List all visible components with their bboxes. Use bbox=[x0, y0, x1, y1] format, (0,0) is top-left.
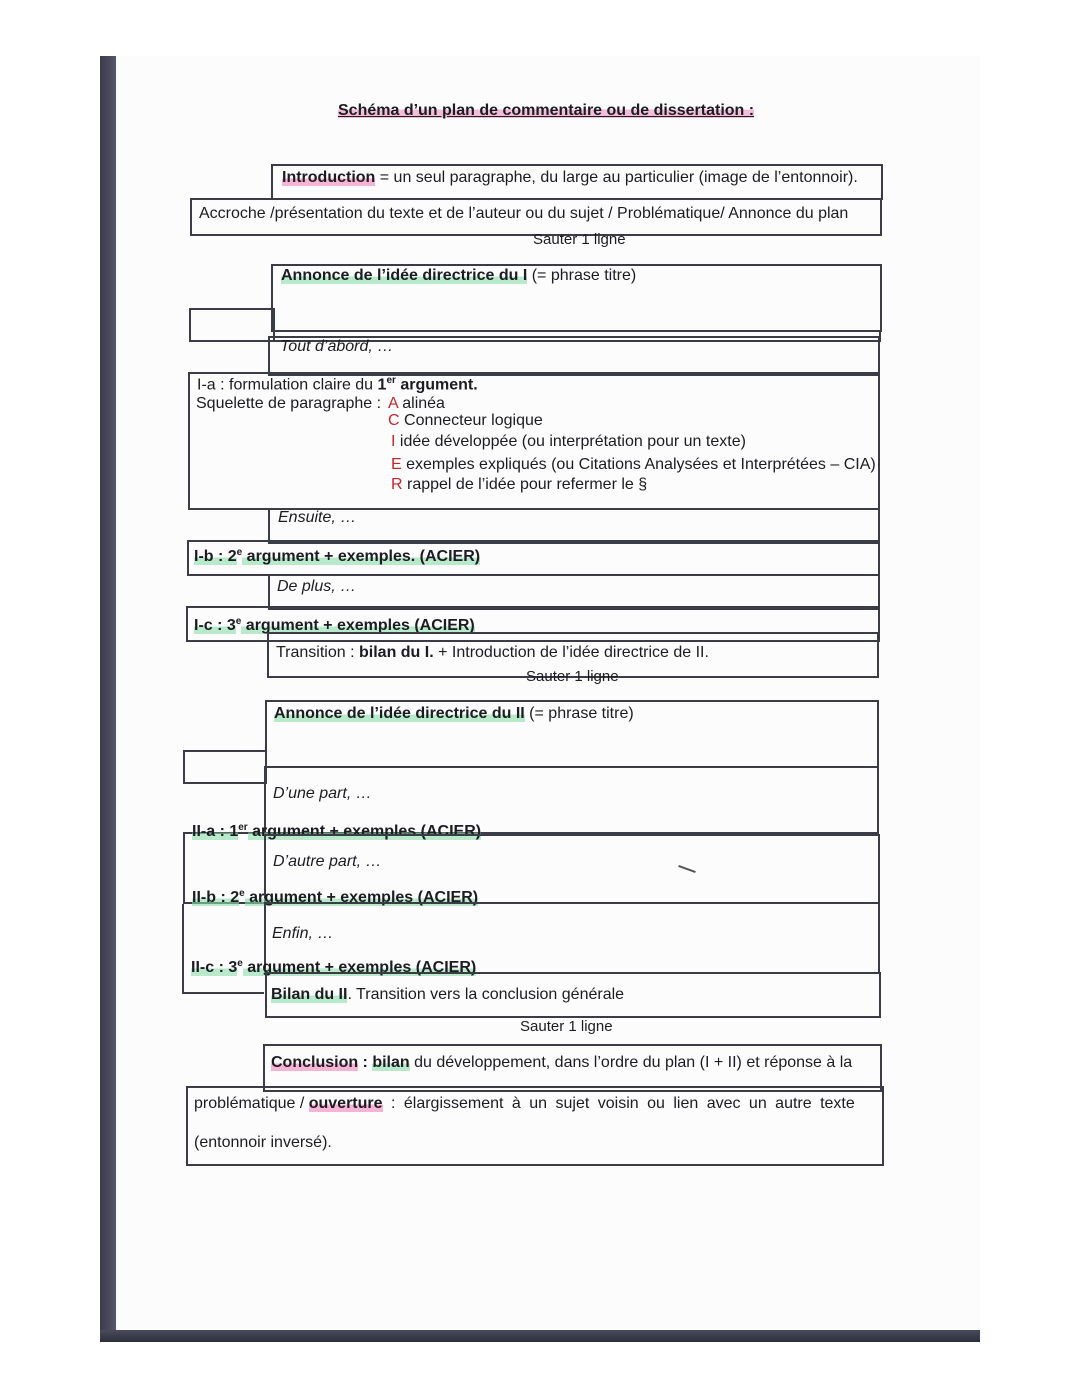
skip-line-1: Sauter 1 ligne bbox=[533, 231, 626, 248]
part1-b-label: I-b : 2 bbox=[194, 548, 237, 566]
acier-row-i bbox=[391, 432, 746, 452]
conclusion-ouverture: ouverture bbox=[308, 1095, 383, 1112]
part2-a-rest: argument + exemples (ACIER) bbox=[247, 823, 482, 841]
conclusion-sep: : bbox=[358, 1054, 373, 1071]
part1-a-prefix: I-a : formulation claire du bbox=[197, 376, 378, 394]
part1-a-num: 1 bbox=[377, 376, 387, 394]
part1-a-bold: argument. bbox=[395, 376, 478, 394]
part1-heading-rest: (= phrase titre) bbox=[527, 267, 637, 284]
conclusion-line-2 bbox=[194, 1094, 855, 1114]
part2-b-sup: e bbox=[239, 888, 245, 899]
skip-line-3: Sauter 1 ligne bbox=[520, 1018, 613, 1035]
bilan2-line bbox=[271, 985, 624, 1005]
intro-desc: = un seul paragraphe, du large au particulier (image de l’entonnoir). bbox=[375, 169, 858, 186]
part2-side-box bbox=[183, 750, 267, 784]
part1-connector-c: De plus, … bbox=[277, 578, 357, 595]
page-title-text: Schéma d’un plan de commentaire ou de dissertation : bbox=[338, 102, 755, 119]
part2-c-rest: argument + exemples (ACIER) bbox=[242, 959, 477, 977]
intro-line-1 bbox=[282, 168, 858, 188]
transition-line bbox=[276, 643, 709, 663]
intro-line-2: Accroche /présentation du texte et de l’auteur ou du sujet / Problématique/ Annonce du plan bbox=[199, 205, 849, 222]
transition-rest: + Introduction de l’idée directrice de II. bbox=[433, 644, 709, 661]
part2-connector-c: Enfin, … bbox=[272, 925, 334, 942]
part2-heading bbox=[274, 704, 634, 724]
part2-connector-b: D’autre part, … bbox=[273, 853, 382, 870]
conclusion-line-1 bbox=[271, 1053, 852, 1073]
conclusion-line-3: (entonnoir inversé). bbox=[194, 1134, 332, 1151]
acier-text-i: idée développée (ou interprétation pour un texte) bbox=[395, 433, 746, 450]
page-edge-bottom bbox=[100, 1330, 980, 1342]
part1-b-rest: argument + exemples. (ACIER) bbox=[242, 548, 481, 566]
transition-bold: bilan du I. bbox=[359, 644, 434, 661]
acier-row-e bbox=[391, 455, 876, 475]
part2-b-rest: argument + exemples (ACIER) bbox=[244, 889, 479, 907]
part1-c-rest: argument + exemples (ACIER) bbox=[241, 617, 475, 635]
part2-a-label: II-a : 1 bbox=[192, 823, 239, 841]
acier-letter-i: I bbox=[391, 433, 396, 450]
acier-text-e: exemples expliqués (ou Citations Analysées et Interprétées – CIA) bbox=[401, 456, 876, 473]
acier-letter-e: E bbox=[391, 456, 402, 473]
acier-text-r: rappel de l’idée pour refermer le § bbox=[402, 476, 648, 493]
part1-b-sup: e bbox=[236, 547, 243, 558]
part2-c-side bbox=[182, 904, 264, 994]
acier-letter-r: R bbox=[391, 476, 403, 493]
part2-connector-a: D’une part, … bbox=[273, 785, 372, 802]
conclusion-line2-a: problématique / bbox=[194, 1095, 309, 1112]
bilan2-bold: Bilan du II bbox=[271, 986, 348, 1003]
part2-a-sup: er bbox=[238, 822, 248, 833]
conclusion-rest1: du développement, dans l’ordre du plan (I + II) et réponse à la bbox=[409, 1054, 853, 1071]
conclusion-line2-b: : élargissement à un sujet voisin ou lien avec un autre texte bbox=[382, 1095, 855, 1112]
part1-b-line bbox=[194, 543, 480, 567]
part2-c-label: II-c : 3 bbox=[191, 959, 238, 977]
acier-letter-a: A bbox=[388, 395, 398, 412]
page-edge-left bbox=[100, 56, 116, 1338]
bilan2-rest: . Transition vers la conclusion générale bbox=[347, 986, 625, 1003]
part1-c-sup: e bbox=[235, 616, 242, 627]
page-title bbox=[338, 101, 754, 121]
part1-heading bbox=[281, 266, 636, 286]
conclusion-bilan: bilan bbox=[372, 1054, 410, 1071]
acier-letter-c: C bbox=[388, 412, 400, 429]
part1-connector-a: Tout d’abord, … bbox=[280, 338, 394, 355]
acier-row-c bbox=[388, 411, 543, 431]
transition-label: Transition : bbox=[276, 644, 359, 661]
part2-heading-bold: Annonce de l’idée directrice du II bbox=[274, 705, 525, 722]
acier-text-a: alinéa bbox=[397, 395, 445, 412]
part1-c-connector-box bbox=[268, 574, 880, 610]
acier-row-r bbox=[391, 475, 647, 495]
part1-a-line bbox=[197, 371, 478, 395]
skeleton-label: Squelette de paragraphe : bbox=[196, 395, 382, 412]
part1-c-label: I-c : 3 bbox=[194, 617, 236, 635]
acier-text-c: Connecteur logique bbox=[399, 412, 543, 429]
part1-a-sup: er bbox=[386, 375, 396, 386]
part2-heading-rest: (= phrase titre) bbox=[524, 705, 634, 722]
part2-b-label: II-b : 2 bbox=[192, 889, 240, 907]
part1-b-connector-box bbox=[268, 508, 880, 544]
skip-line-2: Sauter 1 ligne bbox=[526, 668, 619, 685]
part2-c-sup: e bbox=[237, 958, 243, 969]
part1-connector-b: Ensuite, … bbox=[278, 509, 357, 526]
part1-heading-bold: Annonce de l’idée directrice du I bbox=[281, 267, 528, 284]
conclusion-label: Conclusion bbox=[271, 1054, 359, 1071]
intro-label: Introduction bbox=[282, 169, 376, 186]
